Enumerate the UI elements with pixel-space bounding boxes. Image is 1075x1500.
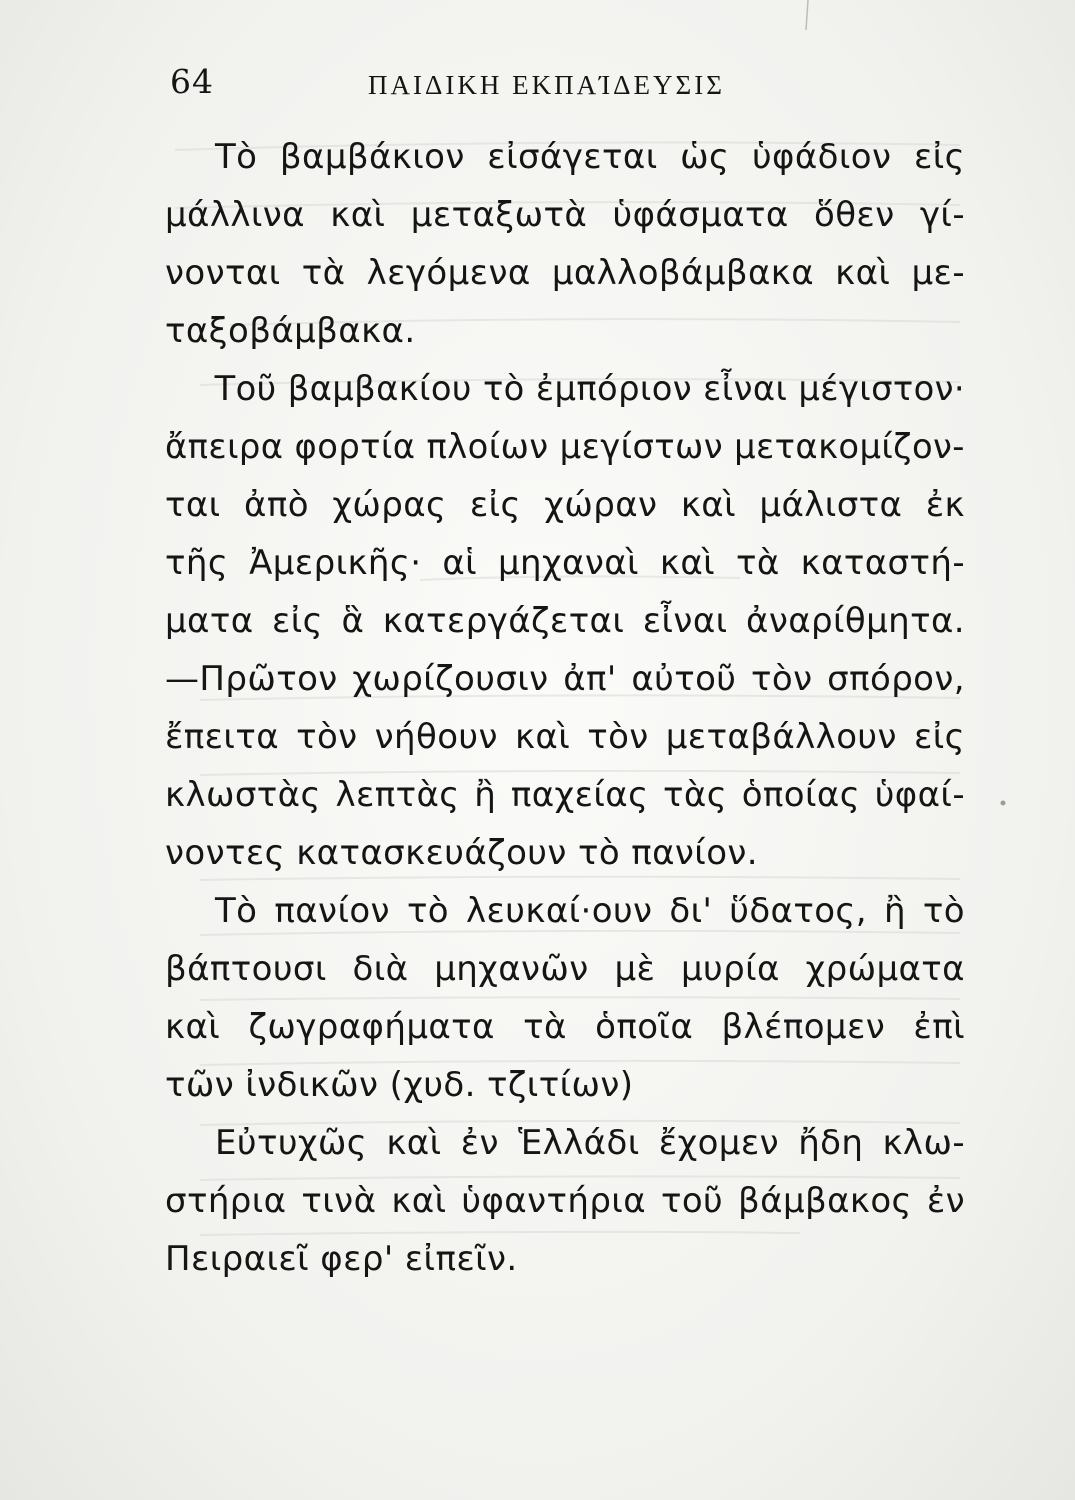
text-line: τῶν ἰνδικῶν (χυδ. τζιτίων) xyxy=(165,1065,634,1105)
text-line: ἔπειτα τὸν νήθουν καὶ τὸν μεταβάλλουν εἰς xyxy=(165,717,965,757)
text-line: καὶ ζωγραφήματα τὰ ὁποῖα βλέπομεν ἐπὶ xyxy=(165,1007,965,1047)
text-line: Τὸ πανίον τὸ λευκαί·ουν δι' ὕδατος, ἢ τὸ xyxy=(215,891,965,931)
text-line: μάλλινα καὶ μεταξωτὰ ὑφάσματα ὅθεν γί- xyxy=(165,195,965,235)
text-line: κλωστὰς λεπτὰς ἢ παχείας τὰς ὁποίας ὑφαί- xyxy=(165,775,965,815)
body-text xyxy=(165,128,965,1288)
running-title: ΠΑΙΔΙΚΗ ΕΚΠΑΊΔΕΥΣΙΣ xyxy=(368,70,725,100)
text-line: Τοῦ βαμβακίου τὸ ἐμπόριον εἶναι μέγιστον· xyxy=(214,369,966,409)
text-line: τῆς Ἀμερικῆς· αἱ μηχαναὶ καὶ τὰ καταστή- xyxy=(165,543,965,583)
text-line: ματα εἰς ἃ κατεργάζεται εἶναι ἀναρίθμητα. xyxy=(165,601,965,641)
text-line: Πειραιεῖ φερ' εἰπεῖν. xyxy=(165,1239,518,1279)
text-line: νοντες κατασκευάζουν τὸ πανίον. xyxy=(165,833,759,873)
text-line: Τὸ βαμβάκιον εἰσάγεται ὡς ὑφάδιον εἰς xyxy=(215,137,965,177)
page-header xyxy=(170,62,960,112)
text-line: νονται τὰ λεγόμενα μαλλοβάμβακα καὶ με- xyxy=(165,253,965,293)
text-line: ταξοβάμβακα. xyxy=(165,311,416,351)
text-line: —Πρῶτον χωρίζουσιν ἀπ' αὐτοῦ τὸν σπόρον, xyxy=(165,659,965,699)
text-line: βάπτουσι διὰ μηχανῶν μὲ μυρία χρώματα xyxy=(165,949,965,989)
text-line: ται ἀπὸ χώρας εἰς χώραν καὶ μάλιστα ἐκ xyxy=(165,485,965,525)
page-number: 64 xyxy=(170,62,214,101)
text-line: ἄπειρα φορτία πλοίων μεγίστων μετακομίζον- xyxy=(165,427,965,467)
text-line: Εὐτυχῶς καὶ ἐν Ἑλλάδι ἔχομεν ἤδη κλω- xyxy=(215,1123,965,1163)
text-line: στήρια τινὰ καὶ ὑφαντήρια τοῦ βάμβακος ἐν xyxy=(165,1181,965,1221)
